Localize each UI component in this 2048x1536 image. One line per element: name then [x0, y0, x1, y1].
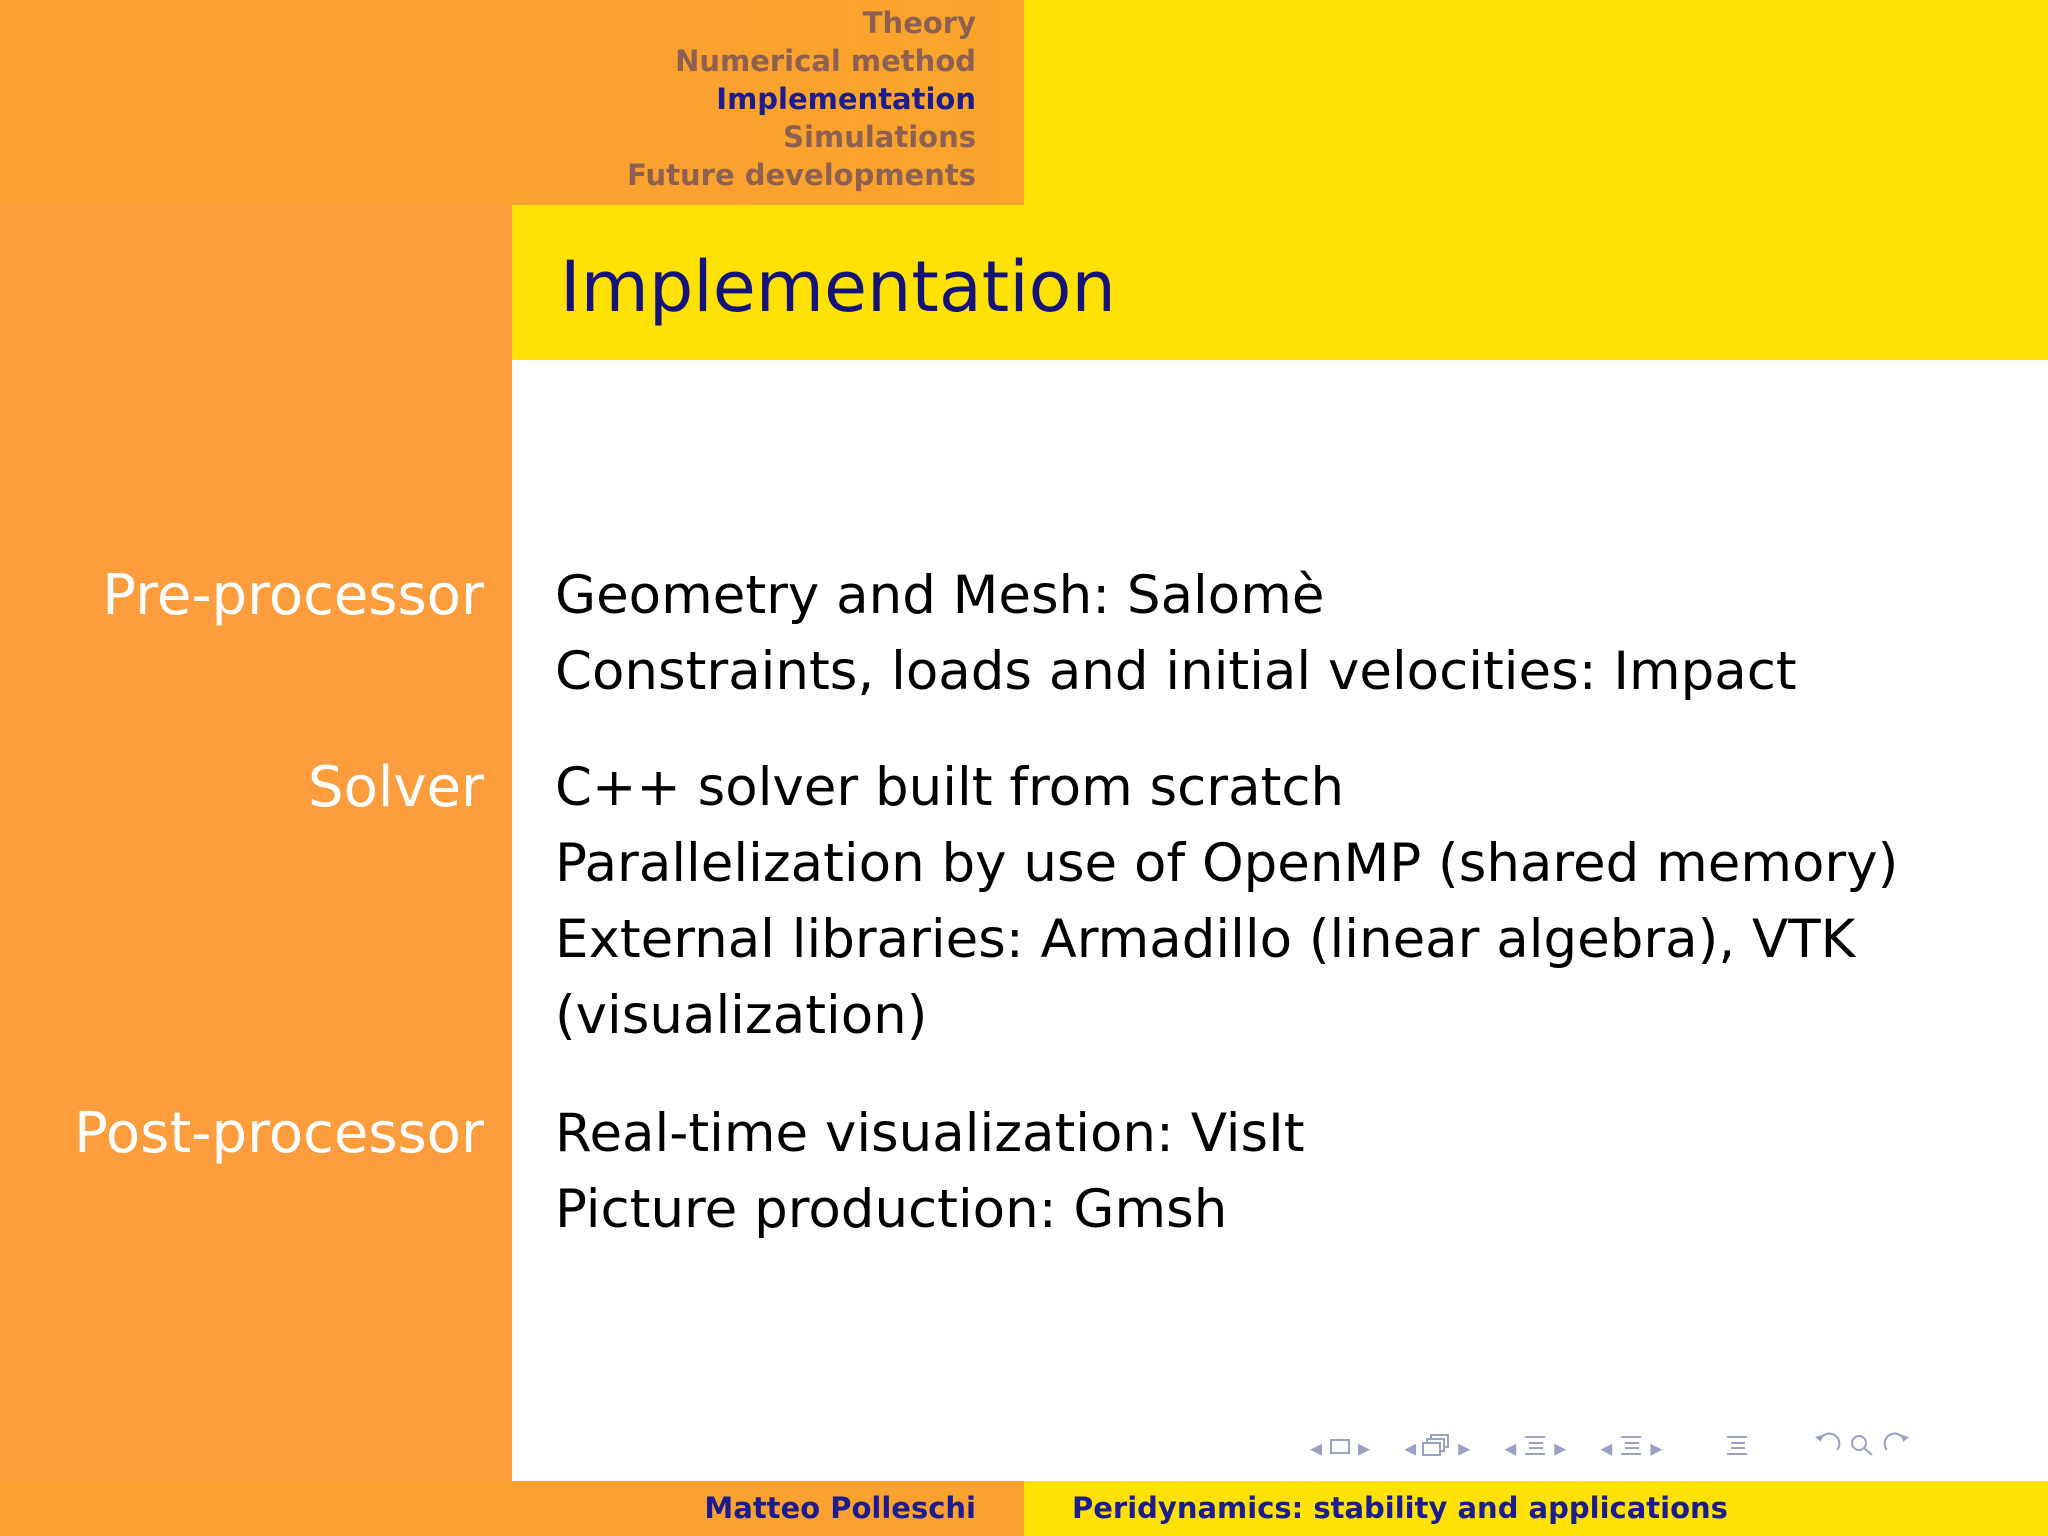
list-item: Picture production: Gmsh: [555, 1179, 1228, 1240]
list-item: C++ solver built from scratch: [555, 757, 1345, 818]
section-icon[interactable]: [1618, 1433, 1644, 1463]
document-outline-icon[interactable]: [1724, 1433, 1750, 1463]
row-label-pre-processor: Pre-processor: [102, 563, 484, 628]
row-items-pre-processor: [555, 558, 1995, 710]
beamer-navigation-controls: [1310, 1430, 1918, 1466]
list-item: Real-time visualization: VisIt: [555, 1103, 1305, 1164]
arrow-left-icon[interactable]: ◂: [1404, 1434, 1417, 1462]
row-items-solver: [555, 750, 1995, 1054]
nav-item-simulations[interactable]: Simulations: [783, 120, 976, 154]
list-item: Geometry and Mesh: Salomè: [555, 565, 1325, 626]
arrow-right-icon[interactable]: ▸: [1554, 1434, 1567, 1462]
footer-author: Matteo Polleschi: [704, 1491, 976, 1525]
arrow-left-icon[interactable]: ◂: [1310, 1434, 1323, 1462]
row-label-post-processor: Post-processor: [74, 1101, 484, 1166]
arrow-right-icon[interactable]: ▸: [1650, 1434, 1663, 1462]
frame-icon[interactable]: [1328, 1434, 1352, 1462]
subsection-icon[interactable]: [1422, 1433, 1452, 1463]
arrow-right-icon[interactable]: ▸: [1358, 1434, 1371, 1462]
header-right-band: [1024, 0, 2048, 205]
arrow-left-icon[interactable]: ◂: [1600, 1434, 1613, 1462]
row-items-post-processor: [555, 1096, 1995, 1248]
nav-item-theory[interactable]: Theory: [862, 6, 976, 40]
list-item: External libraries: Armadillo (linear algebra), VTK: [555, 909, 1856, 970]
row-label-solver: Solver: [308, 755, 484, 820]
arrow-right-icon[interactable]: ▸: [1458, 1434, 1471, 1462]
list-item: Constraints, loads and initial velocities: Impact: [555, 641, 1797, 702]
nav-item-future-developments[interactable]: Future developments: [627, 158, 976, 192]
list-item: (visualization): [555, 985, 928, 1046]
forward-icon[interactable]: [1882, 1432, 1912, 1464]
footer-presentation-title: Peridynamics: stability and applications: [1072, 1491, 1728, 1525]
nav-item-numerical-method[interactable]: Numerical method: [675, 44, 976, 78]
sidebar: [0, 205, 512, 1481]
section-navigation: [627, 4, 976, 194]
search-icon[interactable]: [1848, 1432, 1876, 1464]
back-icon[interactable]: [1812, 1432, 1842, 1464]
section-icon[interactable]: [1522, 1433, 1548, 1463]
frame-title: Implementation: [560, 246, 1116, 328]
arrow-left-icon[interactable]: ◂: [1504, 1434, 1517, 1462]
list-item: Parallelization by use of OpenMP (shared memory): [555, 833, 1899, 894]
nav-item-implementation[interactable]: Implementation: [716, 82, 976, 116]
